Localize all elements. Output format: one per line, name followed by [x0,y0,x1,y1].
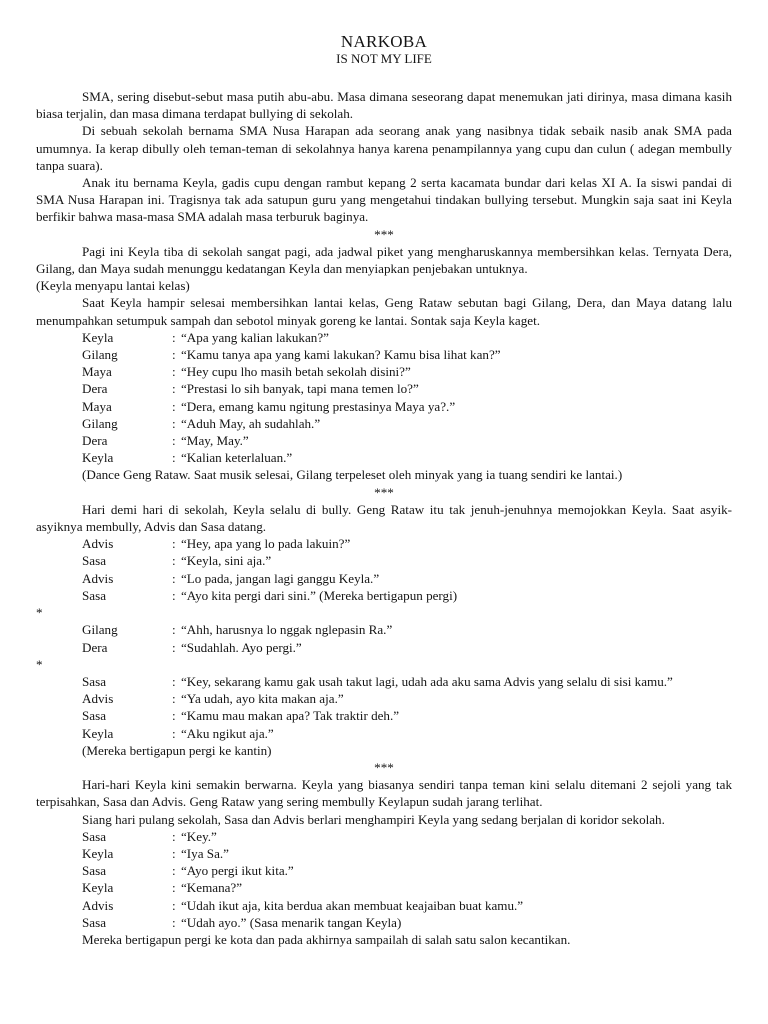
dialogue-block [36,535,732,604]
dialogue-line [36,570,732,587]
speaker-name: Gilang [82,622,118,638]
dialogue-line [36,363,732,380]
speaker-colon: : [172,673,176,689]
paragraph: Hari demi hari di sekolah, Keyla selalu di bully. Geng Rataw itu tak jenuh-jenuhnya memojokkan Keyla. Saat asyik-asyiknya membully, Advis dan Sasa datang. [36,501,732,535]
speaker-colon: : [172,587,176,603]
dialogue-text: “Udah ikut aja, kita berdua akan membuat keajaiban buat kamu.” [181,897,524,913]
speaker-colon: : [172,329,176,345]
speaker-name: Maya [82,364,112,380]
speaker-colon: : [172,880,176,896]
dialogue-text: “Key, sekarang kamu gak usah takut lagi, udah ada aku sama Advis yang selalu di sisi kamu.” [181,673,673,689]
speaker-name: Keyla [82,329,114,345]
dialogue-line [36,415,732,432]
speaker-name: Advis [82,570,114,586]
dialogue-text: “Kamu mau makan apa? Tak traktir deh.” [181,708,400,724]
dialogue-text: “Kalian keterlaluan.” [181,450,293,466]
stage-direction: (Keyla menyapu lantai kelas) [36,278,190,294]
dialogue-text: “Ya udah, ayo kita makan aja.” [181,691,344,707]
speaker-name: Dera [82,639,108,655]
paragraph: Saat Keyla hampir selesai membersihkan lantai kelas, Geng Rataw sebutan bagi Gilang, Dera, dan Maya datang lalu menumpahkan setumpuk sampah dan sebotol minyak goreng ke lantai. Sontak saja Keyla kaget. [36,295,732,328]
speaker-name: Advis [82,536,114,552]
scene-marker: * [36,656,43,672]
paragraph: Pagi ini Keyla tiba di sekolah sangat pagi, ada jadwal piket yang mengharuskannya membersihkan kelas. Ternyata Dera, Gilang, dan Maya sudah menunggu kedatangan Keyla dan menyiapkan penjebakan untuknya. [36,243,732,277]
dialogue-line [36,587,732,604]
speaker-colon: : [172,725,176,741]
dialogue-line [36,639,732,656]
dialogue-block [36,673,732,742]
dialogue-line [36,552,732,569]
dialogue-line [36,725,732,742]
dialogue-text: “Ahh, harusnya lo nggak nglepasin Ra.” [181,622,393,638]
dialogue-line [36,432,732,449]
speaker-colon: : [172,845,176,861]
dialogue-text: “Sudahlah. Ayo pergi.” [181,639,302,655]
dialogue-line [36,621,732,638]
dialogue-text: “Kamu tanya apa yang kami lakukan? Kamu bisa lihat kan?” [181,347,501,363]
speaker-colon: : [172,553,176,569]
speaker-colon: : [172,450,176,466]
speaker-name: Gilang [82,347,118,363]
speaker-colon: : [172,828,176,844]
dialogue-line [36,845,732,862]
scene-separator: *** [374,226,394,242]
speaker-name: Dera [82,433,108,449]
scene-separator: *** [374,759,394,775]
scene-marker: * [36,605,43,621]
speaker-name: Keyla [82,880,114,896]
speaker-name: Advis [82,897,114,913]
dialogue-text: “Apa yang kalian lakukan?” [181,329,329,345]
dialogue-line [36,690,732,707]
dialogue-text: “Hey, apa yang lo pada lakuin?” [181,536,351,552]
paragraph: Di sebuah sekolah bernama SMA Nusa Harapan ada seorang anak yang nasibnya tidak sebaik nasib anak SMA pada umumnya. Ia kerap dibully oleh teman-teman di sekolahnya hanya karena penampilannya yang cupu dan culun ( adegan membully tanpa suara). [36,123,732,173]
dialogue-text: “Key.” [181,828,217,844]
dialogue-text: “Dera, emang kamu ngitung prestasinya Maya ya?.” [181,398,456,414]
dialogue-line [36,828,732,845]
speaker-colon: : [172,914,176,930]
dialogue-text: “Aduh May, ah sudahlah.” [181,415,321,431]
dialogue-line [36,535,732,552]
paragraph: Hari-hari Keyla kini semakin berwarna. Keyla yang biasanya sendiri tanpa teman kini selalu ditemani 2 sejoli yang tak terpisahkan, Sasa dan Advis. Geng Rataw yang sering membully Keylapun sudah jarang terlihat. [36,777,732,810]
paragraph: Anak itu bernama Keyla, gadis cupu dengan rambut kepang 2 serta kacamata bundar dari kelas XI A. Ia siswi pandai di SMA Nusa Harapan ini. Tragisnya tak ada satupun guru yang mengetahui tindakan bullying tersebut. Mungkin saja saat ini Keyla berfikir bahwa masa-masa SMA adalah masa terburuk baginya. [36,175,732,225]
speaker-name: Keyla [82,845,114,861]
speaker-name: Dera [82,381,108,397]
speaker-name: Sasa [82,863,107,879]
dialogue-block [36,329,732,467]
document-title: NARKOBA [340,32,428,51]
speaker-name: Maya [82,398,112,414]
scene-separator: *** [374,484,394,500]
dialogue-line [36,707,732,724]
speaker-colon: : [172,364,176,380]
speaker-name: Sasa [82,914,107,930]
dialogue-text: “May, May.” [181,433,249,449]
dialogue-text: “Aku ngikut aja.” [181,725,274,741]
paragraph: SMA, sering disebut-sebut masa putih abu-abu. Masa dimana seseorang dapat menemukan jati dirinya, masa dimana kasih biasa terjalin, dan masa dimana terdapat bullying di sekolah. [36,89,732,122]
document-page [36,32,732,948]
stage-direction: (Dance Geng Rataw. Saat musik selesai, Gilang terpeleset oleh minyak yang ia tuang sendiri ke lantai.) [82,467,623,483]
speaker-name: Gilang [82,415,118,431]
dialogue-text: “Udah ayo.” (Sasa menarik tangan Keyla) [181,914,402,930]
paragraph: Mereka bertigapun pergi ke kota dan pada akhirnya sampailah di salah satu salon kecantikan. [82,931,571,947]
speaker-name: Sasa [82,553,107,569]
speaker-colon: : [172,622,176,638]
speaker-colon: : [172,639,176,655]
dialogue-text: “Keyla, sini aja.” [181,553,272,569]
dialogue-line [36,346,732,363]
speaker-name: Keyla [82,450,114,466]
speaker-colon: : [172,536,176,552]
speaker-colon: : [172,897,176,913]
dialogue-line [36,380,732,397]
dialogue-block [36,621,732,655]
dialogue-text: “Ayo kita pergi dari sini.” (Mereka bertigapun pergi) [181,587,458,603]
speaker-colon: : [172,570,176,586]
speaker-name: Sasa [82,587,107,603]
dialogue-line [36,862,732,879]
dialogue-line [36,449,732,466]
dialogue-text: “Lo pada, jangan lagi ganggu Keyla.” [181,570,380,586]
stage-direction: (Mereka bertigapun pergi ke kantin) [82,742,272,758]
speaker-colon: : [172,398,176,414]
dialogue-line [36,914,732,931]
dialogue-line [36,879,732,896]
speaker-colon: : [172,347,176,363]
dialogue-block [36,828,732,931]
speaker-colon: : [172,381,176,397]
dialogue-line [36,398,732,415]
speaker-name: Sasa [82,828,107,844]
speaker-colon: : [172,433,176,449]
speaker-colon: : [172,415,176,431]
speaker-name: Sasa [82,673,107,689]
paragraph: Siang hari pulang sekolah, Sasa dan Advis berlari menghampiri Keyla yang sedang berjalan di koridor sekolah. [82,811,665,827]
speaker-name: Sasa [82,708,107,724]
speaker-colon: : [172,691,176,707]
document-subtitle: IS NOT MY LIFE [336,51,432,66]
speaker-colon: : [172,708,176,724]
dialogue-line [36,329,732,346]
dialogue-line [36,897,732,914]
dialogue-text: “Prestasi lo sih banyak, tapi mana temen lo?” [181,381,419,397]
dialogue-text: “Hey cupu lho masih betah sekolah disini?” [181,364,411,380]
dialogue-line [36,673,732,690]
speaker-colon: : [172,863,176,879]
dialogue-text: “Ayo pergi ikut kita.” [181,863,294,879]
speaker-name: Advis [82,691,114,707]
dialogue-text: “Kemana?” [181,880,243,896]
dialogue-text: “Iya Sa.” [181,845,229,861]
speaker-name: Keyla [82,725,114,741]
